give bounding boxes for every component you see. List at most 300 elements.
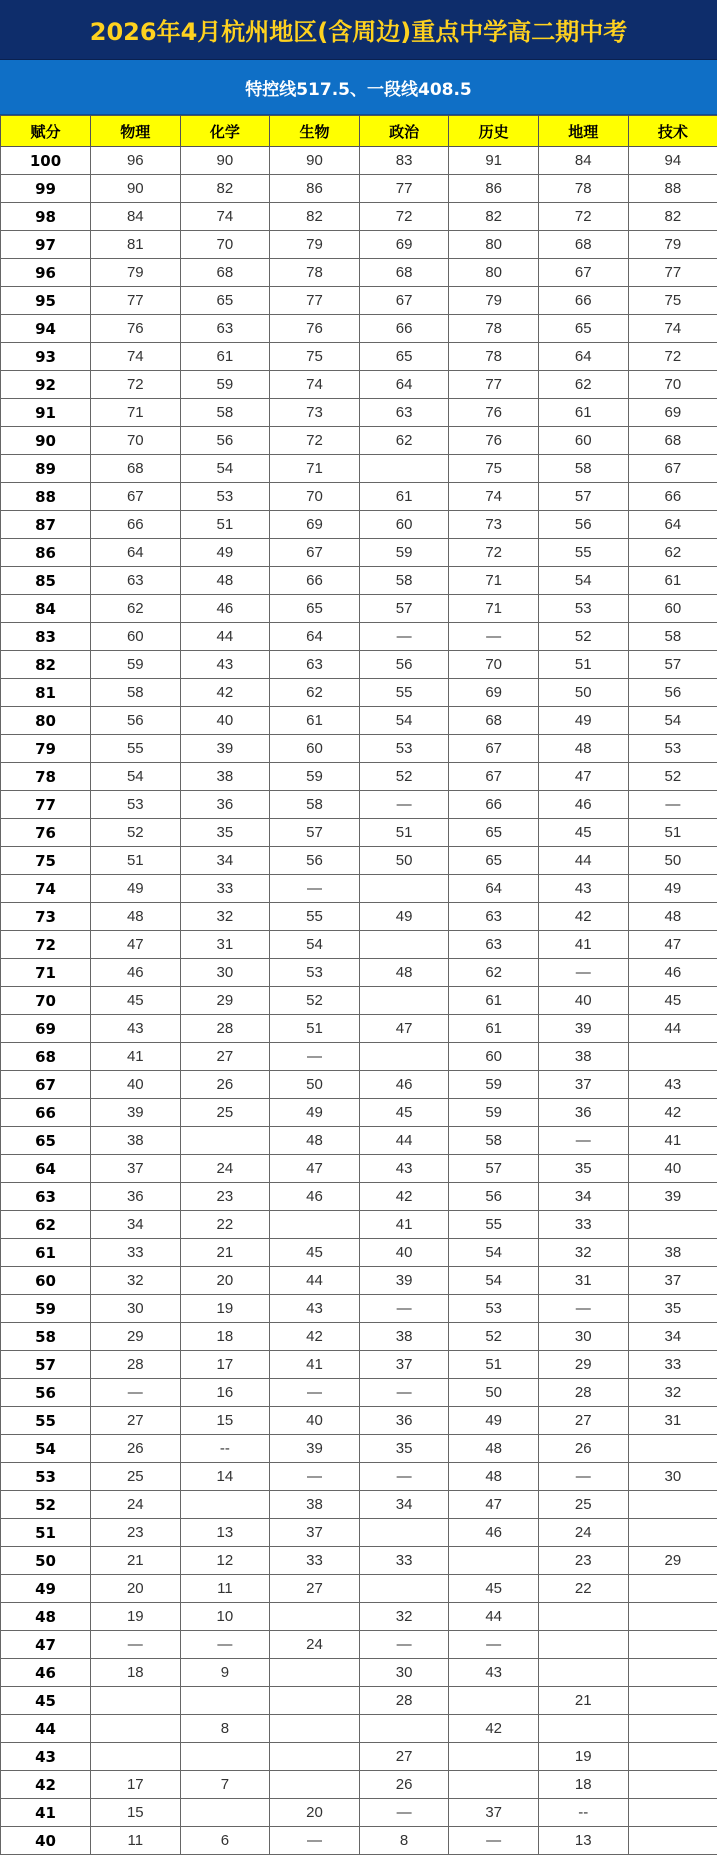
raw-score-cell: 62 <box>270 679 360 707</box>
raw-score-cell: — <box>538 959 628 987</box>
raw-score-cell: 68 <box>628 427 717 455</box>
assigned-score-cell: 62 <box>1 1211 91 1239</box>
column-header-subject: 历史 <box>449 116 539 147</box>
raw-score-cell: 69 <box>449 679 539 707</box>
raw-score-cell: 39 <box>270 1435 360 1463</box>
raw-score-cell: 82 <box>180 175 270 203</box>
raw-score-cell: 77 <box>359 175 449 203</box>
raw-score-cell: 54 <box>628 707 717 735</box>
table-row <box>1 1379 717 1407</box>
raw-score-cell: 71 <box>270 455 360 483</box>
raw-score-cell: 56 <box>91 707 181 735</box>
raw-score-cell <box>628 1799 717 1827</box>
raw-score-cell: 76 <box>449 427 539 455</box>
raw-score-cell <box>538 1631 628 1659</box>
assigned-score-cell: 50 <box>1 1547 91 1575</box>
table-row <box>1 539 717 567</box>
raw-score-cell: 56 <box>359 651 449 679</box>
raw-score-cell: 14 <box>180 1463 270 1491</box>
raw-score-cell: 80 <box>449 259 539 287</box>
raw-score-cell: 64 <box>628 511 717 539</box>
raw-score-cell: 59 <box>359 539 449 567</box>
table-row <box>1 735 717 763</box>
raw-score-cell: 47 <box>91 931 181 959</box>
raw-score-cell: 39 <box>538 1015 628 1043</box>
raw-score-cell: 77 <box>449 371 539 399</box>
table-row <box>1 259 717 287</box>
raw-score-cell: 46 <box>270 1183 360 1211</box>
raw-score-cell: 68 <box>91 455 181 483</box>
raw-score-cell: 78 <box>270 259 360 287</box>
raw-score-cell: 63 <box>359 399 449 427</box>
raw-score-cell: 69 <box>359 231 449 259</box>
raw-score-cell: 79 <box>628 231 717 259</box>
raw-score-cell: 53 <box>91 791 181 819</box>
raw-score-cell: 32 <box>628 1379 717 1407</box>
raw-score-cell <box>628 1211 717 1239</box>
raw-score-cell: 88 <box>628 175 717 203</box>
raw-score-cell: 35 <box>359 1435 449 1463</box>
raw-score-cell: 13 <box>180 1519 270 1547</box>
raw-score-cell: 39 <box>628 1183 717 1211</box>
assigned-score-cell: 95 <box>1 287 91 315</box>
table-row <box>1 1323 717 1351</box>
raw-score-cell: 48 <box>449 1463 539 1491</box>
raw-score-cell: 33 <box>359 1547 449 1575</box>
raw-score-cell: 51 <box>449 1351 539 1379</box>
raw-score-cell: 57 <box>270 819 360 847</box>
raw-score-cell: 62 <box>628 539 717 567</box>
raw-score-cell: 71 <box>91 399 181 427</box>
raw-score-cell: 25 <box>538 1491 628 1519</box>
table-row <box>1 763 717 791</box>
raw-score-cell: 23 <box>180 1183 270 1211</box>
raw-score-cell: 19 <box>91 1603 181 1631</box>
raw-score-cell: 20 <box>180 1267 270 1295</box>
raw-score-cell: — <box>270 1463 360 1491</box>
raw-score-cell: 35 <box>538 1155 628 1183</box>
raw-score-cell: — <box>538 1463 628 1491</box>
assigned-score-cell: 85 <box>1 567 91 595</box>
table-row <box>1 1715 717 1743</box>
table-row <box>1 1687 717 1715</box>
raw-score-cell: 68 <box>180 259 270 287</box>
table-row <box>1 651 717 679</box>
assigned-score-cell: 59 <box>1 1295 91 1323</box>
raw-score-cell: 59 <box>449 1099 539 1127</box>
raw-score-cell: 72 <box>628 343 717 371</box>
raw-score-cell: 83 <box>359 147 449 175</box>
raw-score-cell: 49 <box>180 539 270 567</box>
table-row <box>1 1519 717 1547</box>
raw-score-cell: 31 <box>628 1407 717 1435</box>
raw-score-cell <box>628 1519 717 1547</box>
raw-score-cell: — <box>359 1631 449 1659</box>
raw-score-cell: 21 <box>91 1547 181 1575</box>
raw-score-cell: 58 <box>180 399 270 427</box>
raw-score-cell: 66 <box>359 315 449 343</box>
assigned-score-cell: 97 <box>1 231 91 259</box>
raw-score-cell: 62 <box>538 371 628 399</box>
raw-score-cell: 44 <box>270 1267 360 1295</box>
raw-score-cell: 82 <box>449 203 539 231</box>
assigned-score-cell: 66 <box>1 1099 91 1127</box>
raw-score-cell: 59 <box>180 371 270 399</box>
raw-score-cell: 64 <box>91 539 181 567</box>
raw-score-cell: 86 <box>270 175 360 203</box>
assigned-score-cell: 57 <box>1 1351 91 1379</box>
raw-score-cell: 55 <box>538 539 628 567</box>
raw-score-cell: 24 <box>538 1519 628 1547</box>
raw-score-cell: — <box>270 1379 360 1407</box>
raw-score-cell: 60 <box>270 735 360 763</box>
table-row <box>1 595 717 623</box>
raw-score-cell: 33 <box>270 1547 360 1575</box>
raw-score-cell: 31 <box>538 1267 628 1295</box>
raw-score-cell: 46 <box>359 1071 449 1099</box>
raw-score-cell: 66 <box>628 483 717 511</box>
raw-score-cell: 41 <box>628 1127 717 1155</box>
raw-score-cell: 26 <box>359 1771 449 1799</box>
raw-score-cell: 17 <box>91 1771 181 1799</box>
raw-score-cell: 9 <box>180 1659 270 1687</box>
raw-score-cell: 18 <box>91 1659 181 1687</box>
table-row <box>1 1183 717 1211</box>
raw-score-cell: 47 <box>628 931 717 959</box>
raw-score-cell: 43 <box>270 1295 360 1323</box>
assigned-score-cell: 68 <box>1 1043 91 1071</box>
raw-score-cell: 53 <box>270 959 360 987</box>
raw-score-cell: 70 <box>180 231 270 259</box>
assigned-score-cell: 40 <box>1 1827 91 1855</box>
raw-score-cell: 33 <box>180 875 270 903</box>
raw-score-cell: 41 <box>270 1351 360 1379</box>
raw-score-cell: 32 <box>180 903 270 931</box>
raw-score-cell: 42 <box>359 1183 449 1211</box>
raw-score-cell: 19 <box>180 1295 270 1323</box>
raw-score-cell: 34 <box>180 847 270 875</box>
raw-score-cell: — <box>538 1127 628 1155</box>
raw-score-cell: 59 <box>91 651 181 679</box>
raw-score-cell: 37 <box>449 1799 539 1827</box>
assigned-score-cell: 51 <box>1 1519 91 1547</box>
table-row <box>1 1267 717 1295</box>
assigned-score-cell: 49 <box>1 1575 91 1603</box>
raw-score-cell <box>628 1631 717 1659</box>
raw-score-cell: 26 <box>91 1435 181 1463</box>
raw-score-cell: 35 <box>180 819 270 847</box>
raw-score-cell: 38 <box>538 1043 628 1071</box>
raw-score-cell: 65 <box>449 847 539 875</box>
raw-score-cell: 43 <box>359 1155 449 1183</box>
raw-score-cell: 63 <box>449 931 539 959</box>
raw-score-cell <box>180 1743 270 1771</box>
assigned-score-cell: 91 <box>1 399 91 427</box>
raw-score-cell <box>538 1659 628 1687</box>
table-row <box>1 1603 717 1631</box>
raw-score-cell: 27 <box>538 1407 628 1435</box>
raw-score-cell: 32 <box>359 1603 449 1631</box>
table-row <box>1 1071 717 1099</box>
raw-score-cell: 74 <box>270 371 360 399</box>
raw-score-cell <box>538 1603 628 1631</box>
raw-score-cell: 54 <box>91 763 181 791</box>
raw-score-cell: 58 <box>270 791 360 819</box>
raw-score-cell: 65 <box>180 287 270 315</box>
raw-score-cell: — <box>449 1631 539 1659</box>
raw-score-cell: 36 <box>91 1183 181 1211</box>
raw-score-cell: 81 <box>91 231 181 259</box>
table-row <box>1 1015 717 1043</box>
raw-score-cell: 62 <box>91 595 181 623</box>
raw-score-cell: 72 <box>449 539 539 567</box>
assigned-score-cell: 83 <box>1 623 91 651</box>
raw-score-cell: 47 <box>449 1491 539 1519</box>
raw-score-cell: 82 <box>270 203 360 231</box>
raw-score-cell: 34 <box>91 1211 181 1239</box>
table-row <box>1 1351 717 1379</box>
raw-score-cell: 61 <box>449 987 539 1015</box>
raw-score-cell <box>91 1743 181 1771</box>
raw-score-cell: 47 <box>359 1015 449 1043</box>
raw-score-cell: 40 <box>180 707 270 735</box>
assigned-score-cell: 92 <box>1 371 91 399</box>
raw-score-cell <box>270 1715 360 1743</box>
raw-score-cell: 59 <box>270 763 360 791</box>
raw-score-cell: 31 <box>180 931 270 959</box>
raw-score-cell: 34 <box>359 1491 449 1519</box>
raw-score-cell: 40 <box>359 1239 449 1267</box>
raw-score-cell: 43 <box>180 651 270 679</box>
raw-score-cell: 61 <box>359 483 449 511</box>
raw-score-cell: 39 <box>91 1099 181 1127</box>
raw-score-cell: 55 <box>91 735 181 763</box>
raw-score-cell: 45 <box>91 987 181 1015</box>
raw-score-cell: 76 <box>91 315 181 343</box>
assigned-score-cell: 65 <box>1 1127 91 1155</box>
raw-score-cell: 50 <box>538 679 628 707</box>
raw-score-cell <box>180 1687 270 1715</box>
raw-score-cell: 43 <box>538 875 628 903</box>
raw-score-cell: 19 <box>538 1743 628 1771</box>
assigned-score-cell: 52 <box>1 1491 91 1519</box>
raw-score-cell: 25 <box>180 1099 270 1127</box>
raw-score-cell <box>270 1603 360 1631</box>
raw-score-cell: 30 <box>91 1295 181 1323</box>
raw-score-cell: 82 <box>628 203 717 231</box>
raw-score-cell: 55 <box>359 679 449 707</box>
raw-score-cell: 30 <box>538 1323 628 1351</box>
raw-score-cell: 90 <box>270 147 360 175</box>
table-row <box>1 1043 717 1071</box>
raw-score-cell <box>359 1575 449 1603</box>
raw-score-cell: 56 <box>180 427 270 455</box>
raw-score-cell <box>628 1827 717 1855</box>
raw-score-cell: 52 <box>538 623 628 651</box>
raw-score-cell: 63 <box>270 651 360 679</box>
raw-score-cell: — <box>270 1043 360 1071</box>
raw-score-cell: 42 <box>449 1715 539 1743</box>
table-row <box>1 1743 717 1771</box>
raw-score-cell <box>359 987 449 1015</box>
raw-score-cell: 26 <box>180 1071 270 1099</box>
raw-score-cell <box>628 1491 717 1519</box>
table-row <box>1 483 717 511</box>
raw-score-cell: 41 <box>359 1211 449 1239</box>
raw-score-cell: 40 <box>270 1407 360 1435</box>
raw-score-cell: 64 <box>270 623 360 651</box>
raw-score-cell: 37 <box>91 1155 181 1183</box>
raw-score-cell: 49 <box>628 875 717 903</box>
raw-score-cell: 77 <box>91 287 181 315</box>
raw-score-cell: 60 <box>628 595 717 623</box>
raw-score-cell: 44 <box>180 623 270 651</box>
raw-score-cell: 50 <box>359 847 449 875</box>
raw-score-cell <box>628 1659 717 1687</box>
raw-score-cell: 46 <box>628 959 717 987</box>
raw-score-cell: 66 <box>270 567 360 595</box>
raw-score-cell <box>359 455 449 483</box>
raw-score-cell: 48 <box>538 735 628 763</box>
raw-score-cell <box>270 1659 360 1687</box>
raw-score-cell: 57 <box>359 595 449 623</box>
raw-score-cell: 66 <box>538 287 628 315</box>
raw-score-cell: 27 <box>359 1743 449 1771</box>
raw-score-cell <box>180 1799 270 1827</box>
table-row <box>1 343 717 371</box>
raw-score-cell: 42 <box>180 679 270 707</box>
raw-score-cell: 27 <box>180 1043 270 1071</box>
raw-score-cell <box>628 1575 717 1603</box>
table-row <box>1 1659 717 1687</box>
table-row <box>1 567 717 595</box>
raw-score-cell: 32 <box>538 1239 628 1267</box>
raw-score-cell: 70 <box>91 427 181 455</box>
assigned-score-cell: 75 <box>1 847 91 875</box>
raw-score-cell: 86 <box>449 175 539 203</box>
table-row <box>1 1127 717 1155</box>
raw-score-cell: 24 <box>180 1155 270 1183</box>
page-title: 2026年4月杭州地区(含周边)重点中学高二期中考 <box>0 0 717 60</box>
raw-score-cell <box>628 1043 717 1071</box>
raw-score-cell: 51 <box>628 819 717 847</box>
raw-score-cell: 33 <box>538 1211 628 1239</box>
assigned-score-cell: 44 <box>1 1715 91 1743</box>
raw-score-cell: 66 <box>449 791 539 819</box>
table-row <box>1 623 717 651</box>
raw-score-cell: 65 <box>270 595 360 623</box>
assigned-score-cell: 89 <box>1 455 91 483</box>
raw-score-cell: 28 <box>91 1351 181 1379</box>
raw-score-cell: 45 <box>270 1239 360 1267</box>
column-header-subject: 地理 <box>538 116 628 147</box>
raw-score-cell: — <box>359 1463 449 1491</box>
assigned-score-cell: 55 <box>1 1407 91 1435</box>
assigned-score-cell: 70 <box>1 987 91 1015</box>
raw-score-cell: 58 <box>628 623 717 651</box>
assigned-score-cell: 42 <box>1 1771 91 1799</box>
raw-score-cell: 61 <box>270 707 360 735</box>
raw-score-cell <box>628 1435 717 1463</box>
raw-score-cell <box>628 1715 717 1743</box>
assigned-score-cell: 41 <box>1 1799 91 1827</box>
raw-score-cell: 48 <box>628 903 717 931</box>
raw-score-cell: 45 <box>628 987 717 1015</box>
raw-score-cell: 73 <box>449 511 539 539</box>
raw-score-cell <box>91 1687 181 1715</box>
raw-score-cell: 24 <box>91 1491 181 1519</box>
raw-score-cell: 96 <box>91 147 181 175</box>
raw-score-cell <box>538 1715 628 1743</box>
raw-score-cell: 27 <box>91 1407 181 1435</box>
raw-score-cell: 37 <box>359 1351 449 1379</box>
raw-score-cell: 44 <box>538 847 628 875</box>
table-row <box>1 1827 717 1855</box>
assigned-score-cell: 58 <box>1 1323 91 1351</box>
raw-score-cell: 27 <box>270 1575 360 1603</box>
table-row <box>1 791 717 819</box>
assigned-score-cell: 67 <box>1 1071 91 1099</box>
raw-score-cell: 43 <box>449 1659 539 1687</box>
raw-score-cell: 44 <box>449 1603 539 1631</box>
table-row <box>1 1547 717 1575</box>
raw-score-cell: — <box>538 1295 628 1323</box>
assigned-score-cell: 96 <box>1 259 91 287</box>
raw-score-cell: 7 <box>180 1771 270 1799</box>
raw-score-cell: — <box>180 1631 270 1659</box>
raw-score-cell: 29 <box>91 1323 181 1351</box>
table-row <box>1 847 717 875</box>
table-row <box>1 819 717 847</box>
raw-score-cell: 64 <box>538 343 628 371</box>
raw-score-cell <box>628 1743 717 1771</box>
table-row <box>1 1631 717 1659</box>
column-header-subject: 物理 <box>91 116 181 147</box>
assigned-score-cell: 99 <box>1 175 91 203</box>
raw-score-cell: 34 <box>538 1183 628 1211</box>
raw-score-cell <box>359 1519 449 1547</box>
raw-score-cell: 48 <box>91 903 181 931</box>
raw-score-cell: 94 <box>628 147 717 175</box>
raw-score-cell <box>270 1687 360 1715</box>
table-row <box>1 427 717 455</box>
raw-score-cell: — <box>449 1827 539 1855</box>
assigned-score-cell: 84 <box>1 595 91 623</box>
raw-score-cell: 23 <box>538 1547 628 1575</box>
raw-score-cell: 40 <box>91 1071 181 1099</box>
raw-score-cell: 48 <box>270 1127 360 1155</box>
raw-score-cell: 67 <box>538 259 628 287</box>
raw-score-cell: 64 <box>359 371 449 399</box>
raw-score-cell: 38 <box>270 1491 360 1519</box>
raw-score-cell: 29 <box>628 1547 717 1575</box>
table-row <box>1 875 717 903</box>
assigned-score-cell: 86 <box>1 539 91 567</box>
assigned-score-cell: 90 <box>1 427 91 455</box>
raw-score-cell: 46 <box>180 595 270 623</box>
raw-score-cell: 68 <box>538 231 628 259</box>
raw-score-cell: 77 <box>270 287 360 315</box>
raw-score-cell: — <box>359 623 449 651</box>
assigned-score-cell: 93 <box>1 343 91 371</box>
raw-score-cell: 29 <box>180 987 270 1015</box>
raw-score-cell: 43 <box>628 1071 717 1099</box>
raw-score-cell: 45 <box>359 1099 449 1127</box>
raw-score-cell: 49 <box>538 707 628 735</box>
table-body <box>1 147 717 1855</box>
raw-score-cell: 57 <box>449 1155 539 1183</box>
raw-score-cell: 84 <box>538 147 628 175</box>
